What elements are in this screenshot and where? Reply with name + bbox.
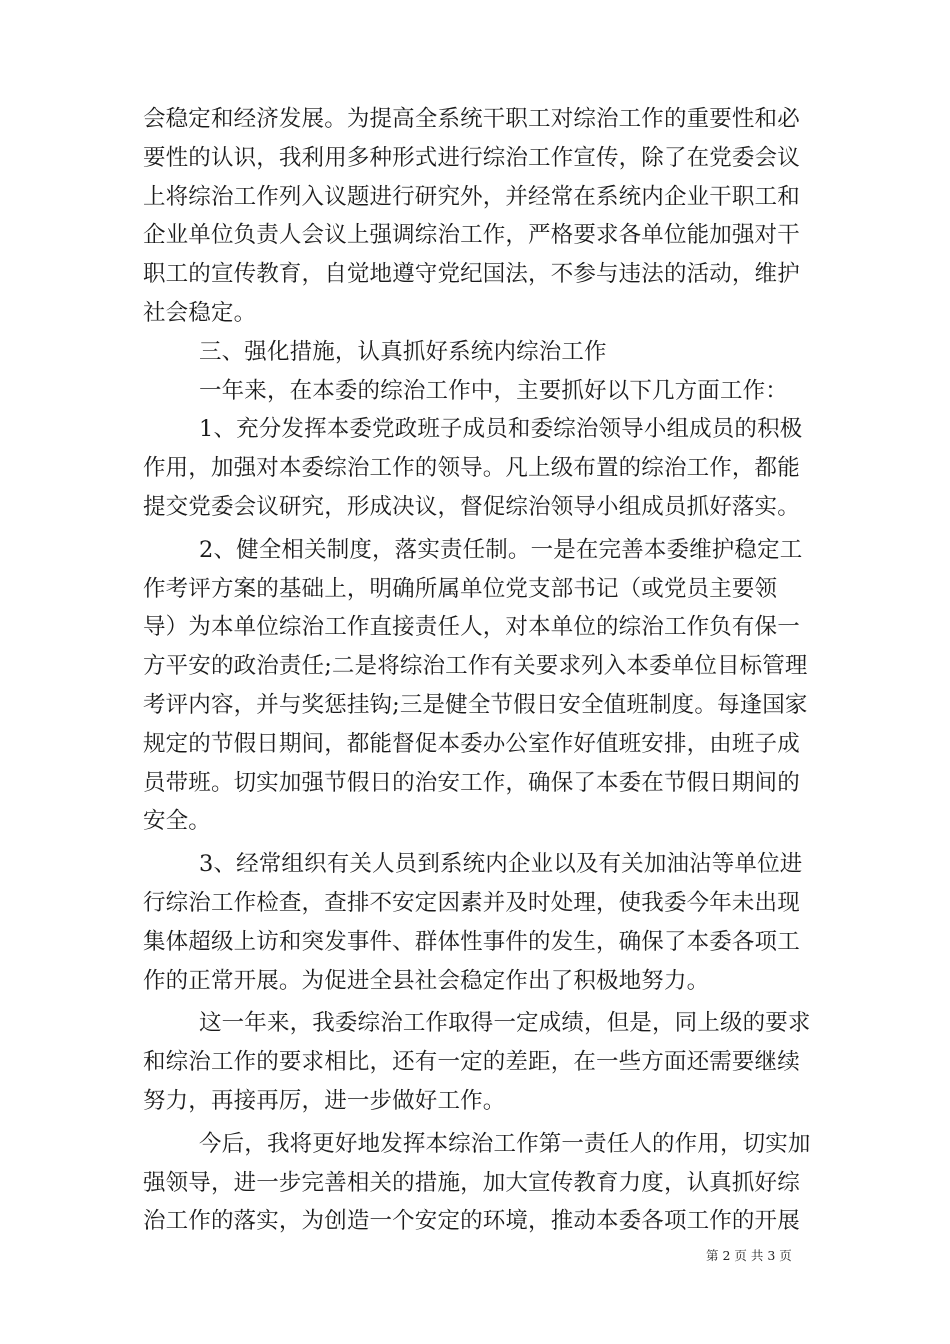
text-line: 一年来，在本委的综治工作中，主要抓好以下几方面工作： xyxy=(199,377,788,404)
section-heading xyxy=(143,333,809,372)
text-line: 和综治工作的要求相比，还有一定的差距，在一些方面还需要继续 xyxy=(143,1049,800,1076)
text-line: 上将综治工作列入议题进行研究外，并经常在系统内企业干职工和 xyxy=(143,183,800,210)
text-line: 安全。 xyxy=(143,808,211,835)
text-line: 1、充分发挥本委党政班子成员和委综治领导小组成员的积极 xyxy=(199,416,803,443)
paragraph xyxy=(143,100,809,333)
text-line: 员带班。切实加强节假日的治安工作，确保了本委在节假日期间的 xyxy=(143,769,800,796)
page-number: 第 2 页 共 3 页 xyxy=(706,1248,792,1263)
text-line: 3、经常组织有关人员到系统内企业以及有关加油沾等单位进 xyxy=(199,851,803,878)
text-line: 规定的节假日期间，都能督促本委办公室作好值班安排，由班子成 xyxy=(143,730,800,757)
list-item xyxy=(143,410,809,526)
list-item xyxy=(143,531,809,841)
text-line: 作用，加强对本委综治工作的领导。凡上级布置的综治工作，都能 xyxy=(143,455,800,482)
text-line: 集体超级上访和突发事件、群体性事件的发生，确保了本委各项工 xyxy=(143,928,800,955)
text-line: 治工作的落实，为创造一个安定的环境，推动本委各项工作的开展 xyxy=(143,1208,800,1235)
text-line: 这一年来，我委综治工作取得一定成绩，但是，同上级的要求 xyxy=(199,1010,811,1037)
paragraph xyxy=(143,1004,809,1120)
text-line: 要性的认识，我利用多种形式进行综治工作宣传，除了在党委会议 xyxy=(143,144,800,171)
text-line: 提交党委会议研究，形成决议，督促综治领导小组成员抓好落实。 xyxy=(143,493,800,520)
paragraph xyxy=(143,372,809,411)
paragraph xyxy=(143,1125,809,1241)
text-line: 会稳定和经济发展。为提高全系统干职工对综治工作的重要性和必 xyxy=(143,106,800,132)
text-line: 企业单位负责人会议上强调综治工作，严格要求各单位能加强对干 xyxy=(143,222,800,249)
heading-line: 三、强化措施，认真抓好系统内综治工作 xyxy=(199,338,607,365)
text-line: 2、健全相关制度，落实责任制。一是在完善本委维护稳定工 xyxy=(199,536,803,563)
list-item xyxy=(143,845,809,1000)
text-line: 方平安的政治责任;二是将综治工作有关要求列入本委单位目标管理 xyxy=(143,653,808,680)
text-line: 努力，再接再厉，进一步做好工作。 xyxy=(143,1087,506,1114)
text-line: 行综治工作检查，查排不安定因素并及时处理，使我委今年未出现 xyxy=(143,889,800,916)
text-line: 今后，我将更好地发挥本综治工作第一责任人的作用，切实加 xyxy=(199,1130,811,1157)
text-line: 社会稳定。 xyxy=(143,299,257,326)
text-line: 导）为本单位综治工作直接责任人，对本单位的综治工作负有保一 xyxy=(143,614,800,641)
text-line: 作考评方案的基础上，明确所属单位党支部书记（或党员主要领 xyxy=(143,575,778,602)
text-line: 考评内容，并与奖惩挂钩;三是健全节假日安全值班制度。每逢国家 xyxy=(143,691,808,718)
text-line: 职工的宣传教育，自觉地遵守党纪国法，不参与违法的活动，维护 xyxy=(143,261,800,288)
document-body xyxy=(143,100,809,1241)
text-line: 作的正常开展。为促进全县社会稳定作出了积极地努力。 xyxy=(143,967,710,994)
text-line: 强领导，进一步完善相关的措施，加大宣传教育力度，认真抓好综 xyxy=(143,1169,800,1196)
